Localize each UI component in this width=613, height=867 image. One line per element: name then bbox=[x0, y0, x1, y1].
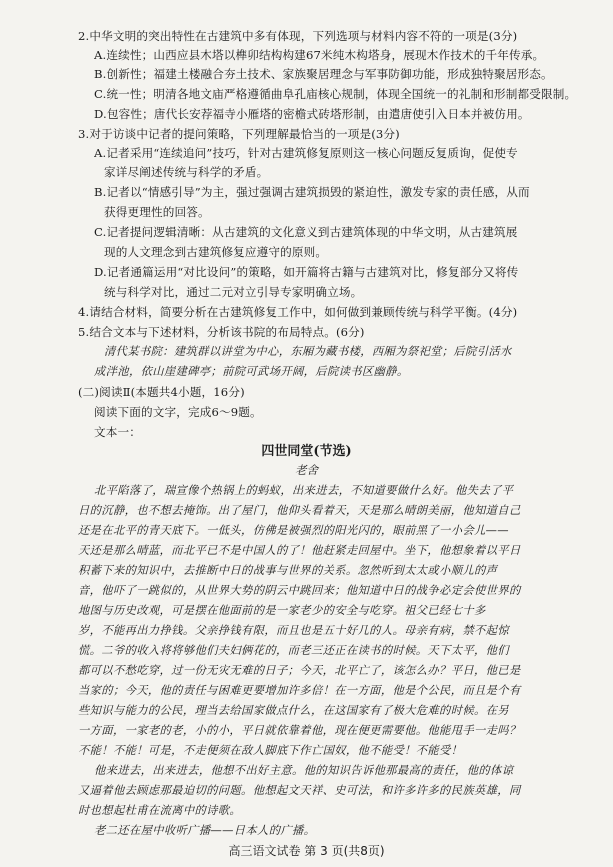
passage-line: 不能！不能！可是，不走便须在敌人脚底下作亡国奴，他不能受！不能受！ bbox=[78, 744, 463, 757]
material-line-1: 清代某书院：建筑群以讲堂为中心，东厢为藏书楼，西厢为祭祀堂；后院引活水 bbox=[104, 345, 512, 358]
passage-line-last: 老二还在屋中收听广播——日本人的广播。 bbox=[94, 824, 316, 837]
question-3-option-d: D.记者通篇运用“对比设问”的策略，如开篇将古籍与古建筑对比，修复部分又将传 bbox=[94, 265, 519, 279]
passage-line: 时也想起杜甫在流离中的诗歌。 bbox=[78, 804, 242, 817]
footer-total: 页(共8页) bbox=[331, 844, 385, 858]
passage-line: 天还是那么晴蓝，而北平已不是中国人的了！他赶紧走回屋中。坐下，他想象着以平日 bbox=[78, 544, 521, 557]
question-5: 5.结合文本与下述材料，分析该书院的布局特点。(6分) bbox=[78, 325, 365, 339]
question-2-option-a: A.连续性；山西应县木塔以榫卯结构构建67米纯木构塔身，展现木作技术的千年传承。 bbox=[94, 48, 545, 62]
passage-line: 都可以不愁吃穿，过一份无灾无难的日子；今天，北平亡了，该怎么办？平日，他已是 bbox=[78, 664, 521, 677]
question-2-option-d: D.包容性；唐代长安荐福寺小雁塔的密檐式砖塔形制，由遣唐使引入日本并被仿用。 bbox=[94, 107, 530, 121]
question-2-option-c: C.统一性；明清各地文庙严格遵循曲阜孔庙核心规制，体现全国统一的礼制和形制都受限制。 bbox=[94, 87, 577, 101]
passage-line: 地图与历史改观，可是摆在他面前的是一家老少的安全与吃穿。祖父已经七十多 bbox=[78, 604, 486, 617]
passage-line: 慌。二爷的收入将将够他们夫妇俩花的，而老三还正在读书的时候。天下太平，他们 bbox=[78, 644, 509, 657]
question-3-stem: 3.对于访谈中记者的提问策略，下列理解最恰当的一项是(3分) bbox=[78, 127, 400, 141]
passage-line: 岁，不能再出力挣钱。父亲挣钱有限，而且也是五十好几的人。母亲有病，禁不起惊 bbox=[78, 624, 509, 637]
text-one-label: 文本一： bbox=[94, 425, 141, 439]
passage-line: 又逼着他去顾虑那最迫切的问题。他想起文天祥、史可法，和许多许多的民族英雄，同 bbox=[78, 784, 521, 797]
passage-line: 当家的；今天，他的责任与困难更要增加许多倍！在一方面，他是个公民，而且是个有 bbox=[78, 684, 521, 697]
footer-page-number: 3 bbox=[320, 844, 328, 858]
page-footer bbox=[0, 843, 613, 859]
question-3-option-a-cont: 家详尽阐述传统与科学的矛盾。 bbox=[104, 165, 269, 179]
question-3-option-c-cont: 现的人文理念到古建筑修复应遵守的原则。 bbox=[104, 245, 328, 259]
passage-line: 一方面，一家老的老，小的小，平日就依靠着他，现在便更需要他。他能甩手一走吗？ bbox=[78, 724, 521, 737]
question-3-option-d-cont: 统与科学对比，通过二元对立引导专家明确立场。 bbox=[104, 285, 363, 299]
passage-title: 四世同堂(节选) bbox=[261, 444, 352, 459]
question-3-option-b-cont: 获得更理性的回答。 bbox=[104, 205, 210, 219]
passage-line: 北平陷落了，瑞宣像个热锅上的蚂蚁，出来进去，不知道要做什么好。他失去了平 bbox=[94, 484, 514, 497]
passage-line: 些知识与能力的公民，理当去给国家做点什么，在这国家有了极大危难的时候。在另 bbox=[78, 704, 509, 717]
passage-line: 音，他吓了一跳似的，从世界大势的阴云中跳回来；他知道中日的战争必定会使世界的 bbox=[78, 584, 521, 597]
question-3-option-c: C.记者提问逻辑清晰：从古建筑的文化意义到古建筑体现的中华文明，从古建筑展 bbox=[94, 225, 518, 239]
passage-author: 老舍 bbox=[295, 463, 318, 477]
reading-instruction: 阅读下面的文字，完成6～9题。 bbox=[94, 405, 262, 419]
question-3-option-b: B.记者以“情感引导”为主，强过强调古建筑损毁的紧迫性，激发专家的责任感，从而 bbox=[94, 185, 530, 199]
question-2-stem: 2.中华文明的突出特性在古建筑中多有体现，下列选项与材料内容不符的一项是(3分) bbox=[78, 29, 518, 43]
section-heading: (二)阅读Ⅱ(本题共4小题，16分) bbox=[78, 385, 245, 399]
question-4: 4.请结合材料，简要分析在古建筑修复工作中，如何做到兼顾传统与科学平衡。(4分) bbox=[78, 305, 518, 319]
passage-line: 还是在北平的青天底下。一低头，仿佛是被强烈的阳光闪的，眼前黑了一小会儿—— bbox=[78, 524, 509, 537]
question-2-option-b: B.创新性；福建土楼融合夯土技术、家族聚居理念与军事防御功能，形成独特聚居形态。 bbox=[94, 67, 553, 81]
passage-line: 积蓄下来的知识中，去推断中日的战事与世界的关系。忽然听到太太或小顺儿的声 bbox=[78, 564, 498, 577]
question-3-option-a: A.记者采用“连续追问”技巧，针对古建筑修复原则这一核心问题反复质询，促使专 bbox=[94, 146, 518, 160]
passage-line: 日的沉静，也不想去掩饰。出了屋门，他仰头看着天，天是那么晴朗美丽，他知道自己 bbox=[78, 504, 521, 517]
material-line-2: 成泮池，依山崖建碑亭；前院可武场开阔，后院读书区幽静。 bbox=[94, 365, 409, 378]
passage-line: 他来进去，出来进去，他想不出好主意。他的知识告诉他那最高的责任，他的体谅 bbox=[94, 764, 514, 777]
footer-label: 高三语文试卷 第 bbox=[228, 844, 317, 858]
